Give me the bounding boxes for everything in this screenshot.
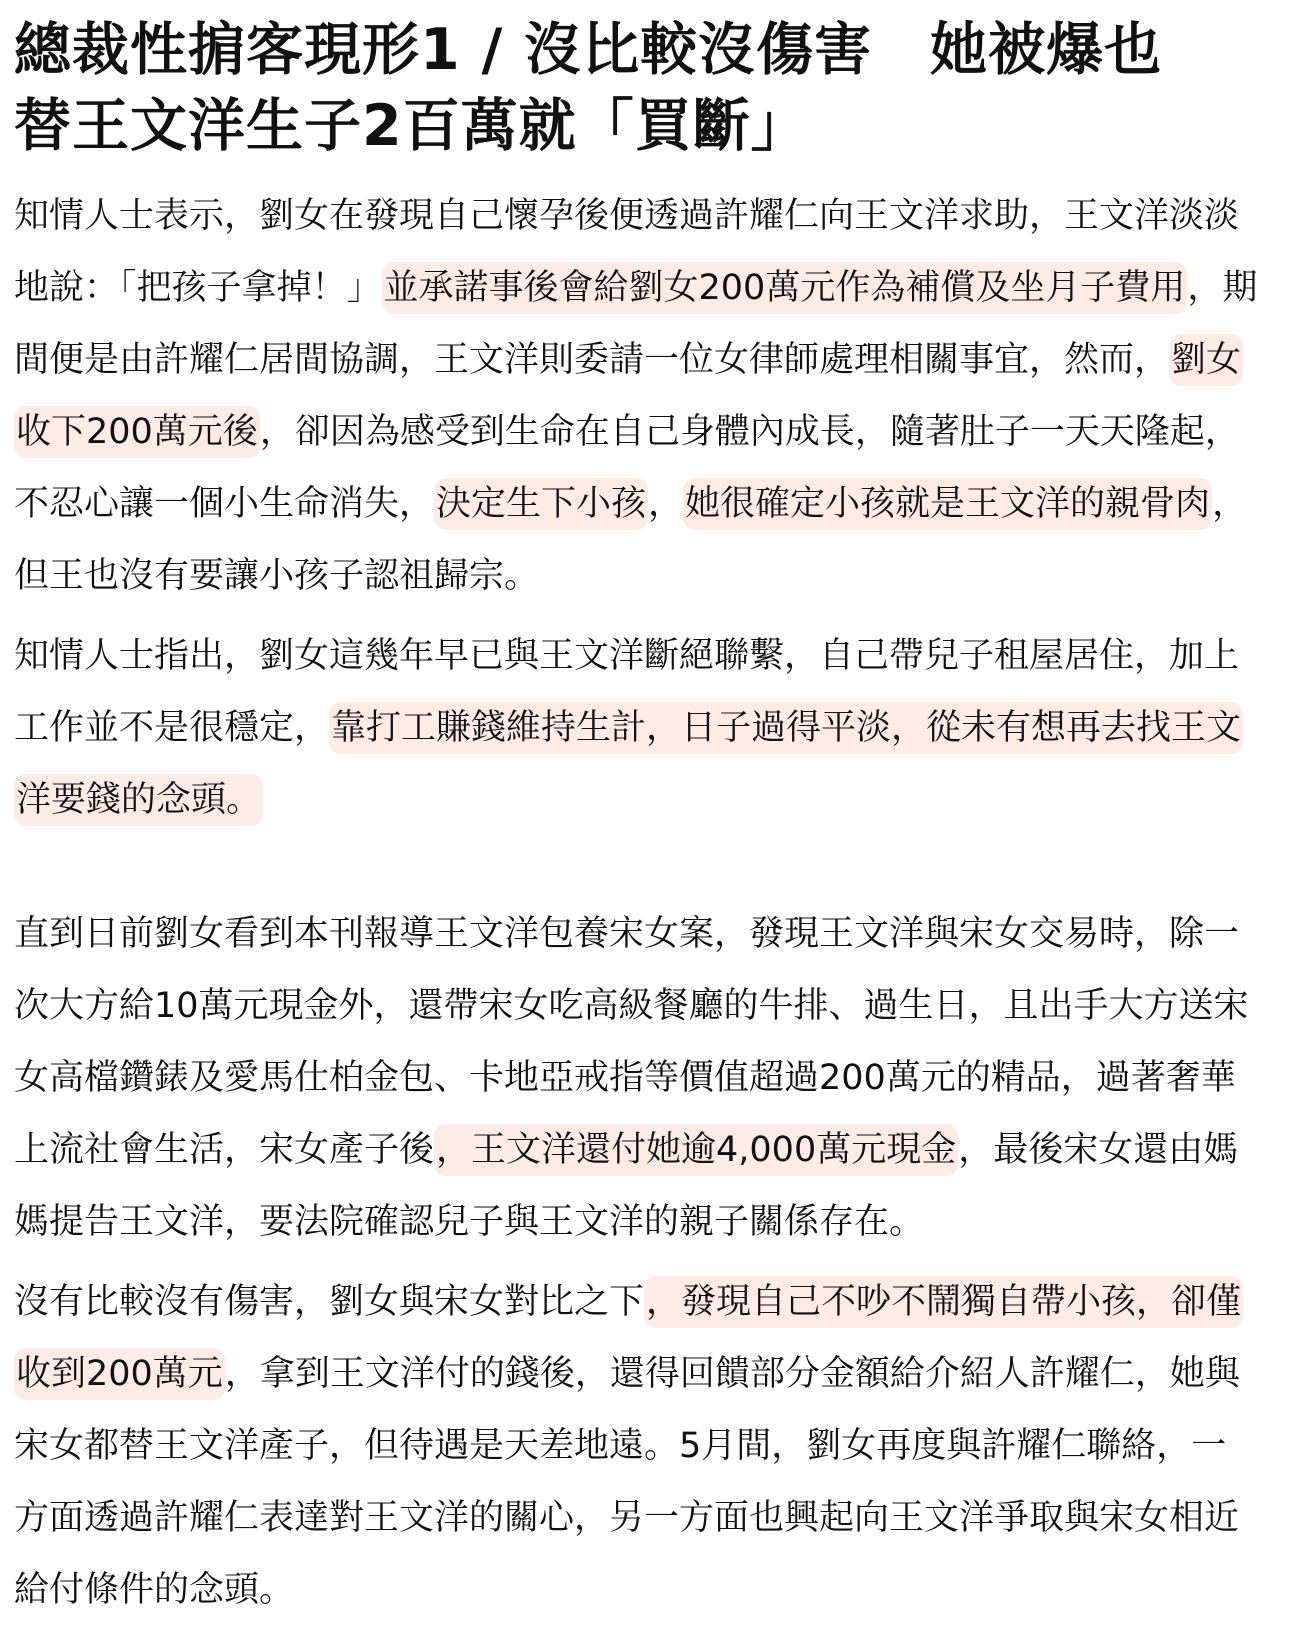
highlighted-phrase: ，發現自己不吵不鬧獨自帶小孩，卻僅: [644, 1276, 1243, 1328]
paragraph-4: [14, 1266, 1274, 1626]
text-segment: 但王也沒有要讓小孩子認祖歸宗。: [14, 556, 540, 596]
text-segment: 工作並不是很穩定，: [14, 708, 330, 748]
text-line: [14, 180, 1274, 252]
text-line: [14, 1042, 1274, 1114]
text-line: [14, 970, 1274, 1042]
text-segment: 直到日前劉女看到本刊報導王文洋包養宋女案，發現王文洋與宋女交易時，除一: [14, 914, 1240, 954]
text-segment: ，卻因為感受到生命在自己身體內成長，隨著肚子一天天隆起，: [259, 412, 1240, 452]
highlighted-phrase: 並承諾事後會給劉女200萬元作為補償及坐月子費用: [382, 262, 1188, 314]
text-segment: 上流社會生活，宋女產子後: [14, 1130, 435, 1170]
highlighted-phrase: ，王文洋還付她逾4,000萬元現金: [434, 1124, 958, 1176]
highlighted-phrase: 收到200萬元: [14, 1348, 225, 1400]
text-segment: ，最後宋女還由媽: [958, 1130, 1239, 1170]
text-line: [14, 764, 1274, 836]
text-segment: ，拿到王文洋付的錢後，還得回饋部分金額給介紹人許耀仁，她與: [224, 1354, 1240, 1394]
paragraph-2: [14, 620, 1274, 836]
text-segment: 方面透過許耀仁表達對王文洋的關心，另一方面也興起向王文洋爭取與宋女相近: [14, 1498, 1240, 1538]
highlighted-phrase: 決定生下小孩: [434, 478, 648, 530]
text-line: [14, 252, 1274, 324]
text-segment: ，: [648, 484, 684, 524]
text-segment: 知情人士指出，劉女這幾年早已與王文洋斷絕聯繫，自己帶兒子租屋居住，加上: [14, 636, 1240, 676]
headline-line-1: 總裁性掮客現形1 / 沒比較沒傷害 她被爆也: [14, 17, 1163, 83]
text-line: [14, 1266, 1274, 1338]
text-line: [14, 1554, 1274, 1626]
text-segment: ，期: [1187, 268, 1258, 308]
text-line: [14, 324, 1274, 396]
text-line: [14, 1186, 1274, 1258]
text-line: [14, 396, 1274, 468]
text-line: [14, 540, 1274, 612]
text-line: [14, 1114, 1274, 1186]
text-segment: ，: [1212, 484, 1248, 524]
headline: [14, 12, 1274, 164]
text-segment: 地說：「把孩子拿掉！」: [14, 268, 382, 308]
text-line: [14, 898, 1274, 970]
paragraph-1: [14, 180, 1274, 612]
text-segment: 間便是由許耀仁居間協調，王文洋則委請一位女律師處理相關事宜，然而，: [14, 340, 1170, 380]
highlighted-phrase: 劉女: [1169, 334, 1243, 386]
text-segment: 沒有比較沒有傷害，劉女與宋女對比之下: [14, 1282, 645, 1322]
highlighted-phrase: 收下200萬元後: [14, 406, 260, 458]
text-line: [14, 692, 1274, 764]
text-segment: 宋女都替王文洋產子，但待遇是天差地遠。5月間，劉女再度與許耀仁聯絡，一: [14, 1426, 1227, 1466]
paragraph-3: [14, 898, 1274, 1258]
text-line: [14, 620, 1274, 692]
text-segment: 知情人士表示，劉女在發現自己懷孕後便透過許耀仁向王文洋求助，王文洋淡淡: [14, 196, 1240, 236]
text-line: [14, 1482, 1274, 1554]
text-segment: 媽提告王文洋，要法院確認兒子與王文洋的親子關係存在。: [14, 1202, 925, 1242]
text-line: [14, 468, 1274, 540]
highlighted-phrase: 她很確定小孩就是王文洋的親骨肉: [683, 478, 1212, 530]
headline-line-2: 替王文洋生子2百萬就「買斷」: [14, 93, 809, 159]
text-segment: 給付條件的念頭。: [14, 1570, 295, 1610]
text-line: [14, 1338, 1274, 1410]
text-segment: 不忍心讓一個小生命消失，: [14, 484, 435, 524]
text-line: [14, 1410, 1274, 1482]
text-segment: 次大方給10萬元現金外，還帶宋女吃高級餐廳的牛排、過生日，且出手大方送宋: [14, 986, 1249, 1026]
text-segment: 女高檔鑽錶及愛馬仕柏金包、卡地亞戒指等價值超過200萬元的精品，過著奢華: [14, 1058, 1236, 1098]
highlighted-phrase: 靠打工賺錢維持生計，日子過得平淡，從未有想再去找王文: [329, 702, 1243, 754]
highlighted-phrase: 洋要錢的念頭。: [14, 774, 263, 826]
